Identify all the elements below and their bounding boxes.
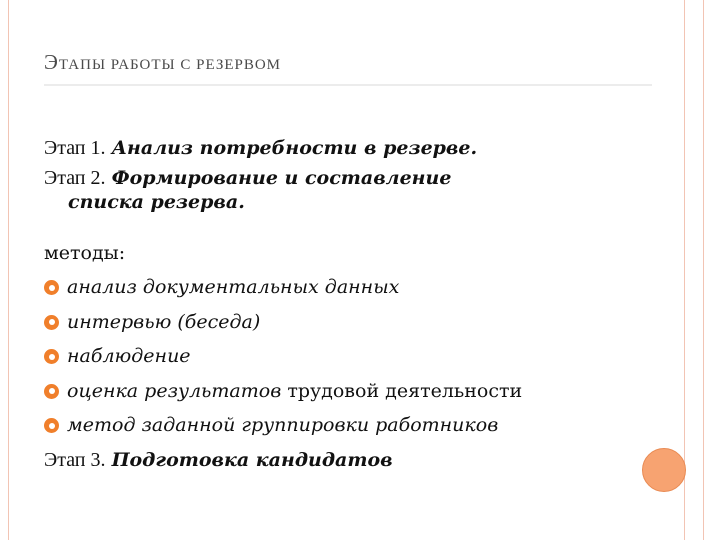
- title-divider: [44, 84, 652, 86]
- stage-2-text-line1: Формирование и составление: [111, 166, 452, 189]
- stage-2-prefix: Этап 2.: [44, 166, 106, 189]
- stage-1-text: Анализ потребности в резерве.: [111, 137, 478, 159]
- stage-3-text: Подготовка кандидатов: [111, 448, 393, 471]
- stage-3: [44, 443, 664, 478]
- method-text: оценка результатов: [67, 379, 282, 402]
- method-text: метод заданной группировки работников: [67, 414, 499, 436]
- stage-3-prefix: Этап 3.: [44, 448, 106, 471]
- list-item: [44, 339, 664, 374]
- decorative-circle: [642, 448, 686, 492]
- bullet-icon: [44, 280, 59, 295]
- list-item: [44, 270, 664, 305]
- title-initial: Э: [44, 50, 59, 74]
- bullet-icon: [44, 384, 59, 399]
- slide-title: [44, 50, 281, 75]
- bullet-icon: [44, 315, 59, 330]
- decorative-rule: [684, 0, 685, 540]
- title-rest: ТАПЫ РАБОТЫ С РЕЗЕРВОМ: [58, 57, 282, 73]
- list-item: [44, 305, 664, 340]
- method-text-rest: трудовой деятельности: [287, 379, 523, 402]
- method-text: анализ документальных данных: [67, 276, 400, 298]
- method-text: интервью (беседа): [67, 310, 261, 333]
- stage-2: [44, 166, 664, 236]
- stage-2-text-line2: списка резерва.: [68, 190, 245, 213]
- methods-label: методы:: [44, 241, 126, 264]
- slide-body: [44, 131, 664, 477]
- bullet-icon: [44, 418, 59, 433]
- method-text: наблюдение: [67, 345, 191, 367]
- stage-1-prefix: Этап 1.: [44, 137, 106, 159]
- list-item: [44, 374, 664, 409]
- bullet-icon: [44, 349, 59, 364]
- list-item: [44, 408, 664, 443]
- stage-1: [44, 131, 664, 166]
